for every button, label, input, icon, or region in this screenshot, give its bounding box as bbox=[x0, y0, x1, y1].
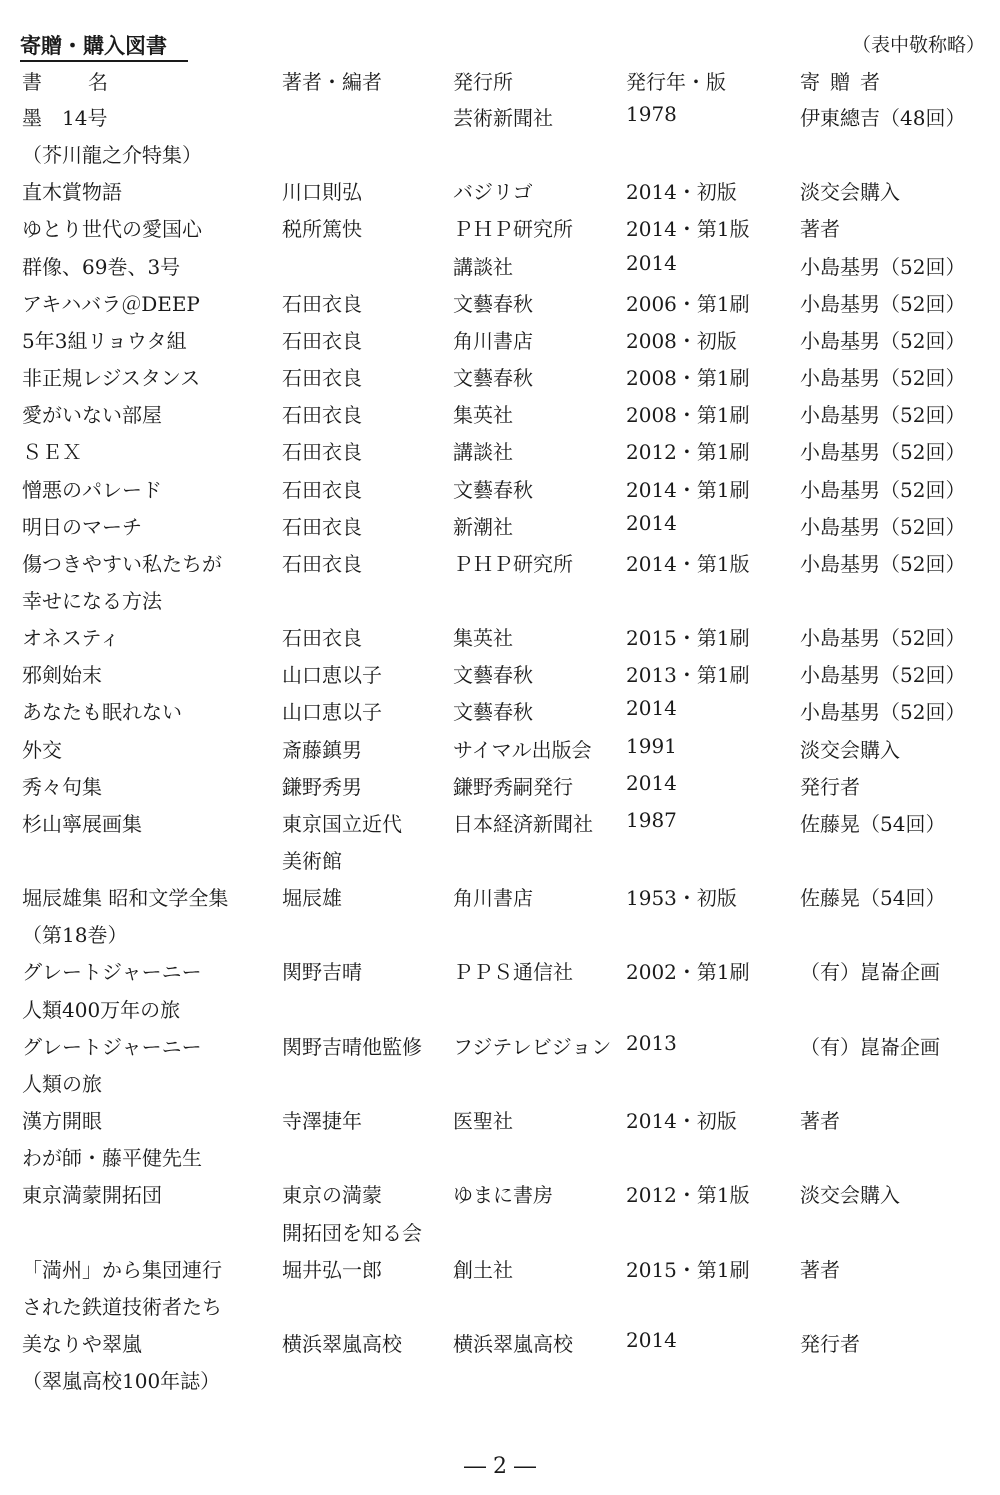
page-number: ― 2 ― bbox=[464, 1454, 536, 1479]
book-donor: （有）崑崙企画 bbox=[800, 960, 940, 985]
book-title: 憎悪のパレード bbox=[22, 477, 162, 502]
book-title: 東京満蒙開拓団 bbox=[22, 1183, 162, 1208]
book-year-edition: 2015・第1刷 bbox=[626, 1257, 750, 1282]
book-donor: 淡交会購入 bbox=[800, 1183, 900, 1208]
header-title: 書名 bbox=[22, 70, 154, 94]
book-title: 幸せになる方法 bbox=[22, 588, 162, 613]
book-publisher: ＰＰＳ通信社 bbox=[453, 960, 573, 985]
book-publisher: サイマル出版会 bbox=[453, 737, 592, 762]
header-publisher: 発行所 bbox=[453, 70, 513, 94]
header-author: 著者・編者 bbox=[282, 70, 382, 94]
book-title: グレートジャーニー bbox=[22, 960, 202, 985]
table-row bbox=[0, 882, 1000, 912]
table-row bbox=[0, 325, 1000, 355]
table-row bbox=[0, 1142, 1000, 1172]
book-donor: 小島基男（52回） bbox=[800, 514, 966, 539]
book-year-edition: 2014 bbox=[626, 770, 677, 795]
book-year-edition: 1991 bbox=[626, 733, 677, 758]
book-donor: 小島基男（52回） bbox=[800, 254, 966, 279]
book-author: 美術館 bbox=[282, 849, 342, 873]
book-donor: 発行者 bbox=[800, 774, 860, 799]
table-row bbox=[0, 1068, 1000, 1098]
book-title: 人類400万年の旅 bbox=[22, 997, 181, 1022]
book-year-edition: 1953・初版 bbox=[626, 886, 737, 911]
book-year-edition: 2012・第1刷 bbox=[626, 440, 750, 465]
book-title: 外交 bbox=[22, 737, 62, 762]
book-author: 石田衣良 bbox=[282, 514, 362, 539]
table-row bbox=[0, 659, 1000, 689]
book-year-edition: 2015・第1刷 bbox=[626, 626, 750, 651]
book-author: 寺澤捷年 bbox=[282, 1109, 362, 1134]
book-author: 石田衣良 bbox=[282, 291, 362, 316]
table-row bbox=[0, 213, 1000, 243]
book-year-edition: 2002・第1刷 bbox=[626, 960, 750, 985]
book-donor: 小島基男（52回） bbox=[800, 366, 966, 391]
book-donor: 小島基男（52回） bbox=[800, 700, 966, 725]
book-year-edition: 2014 bbox=[626, 696, 677, 721]
book-author: 開拓団を知る会 bbox=[282, 1220, 422, 1245]
book-publisher: 集英社 bbox=[453, 403, 513, 428]
book-author: 石田衣良 bbox=[282, 440, 362, 465]
book-donor: 著者 bbox=[800, 1109, 840, 1134]
book-title: 堀辰雄集 昭和文学全集 bbox=[22, 886, 229, 911]
book-title: 直木賞物語 bbox=[22, 180, 122, 205]
table-row bbox=[0, 919, 1000, 949]
book-title: 傷つきやすい私たちが bbox=[22, 551, 222, 576]
book-title: 5年3組リョウタ組 bbox=[22, 328, 187, 353]
book-author: 東京の満蒙 bbox=[282, 1183, 382, 1208]
book-author: 鎌野秀男 bbox=[282, 774, 362, 799]
book-author: 関野吉晴他監修 bbox=[282, 1034, 422, 1059]
book-donor: 小島基男（52回） bbox=[800, 440, 966, 465]
table-row bbox=[0, 696, 1000, 726]
book-title: 墨 14号 bbox=[22, 106, 108, 130]
book-title: わが師・藤平健先生 bbox=[22, 1146, 202, 1171]
book-publisher: 文藝春秋 bbox=[453, 700, 533, 725]
book-year-edition: 2014 bbox=[626, 510, 677, 535]
table-row bbox=[0, 1217, 1000, 1247]
book-donor: （有）崑崙企画 bbox=[800, 1034, 940, 1059]
book-year-edition: 2014・初版 bbox=[626, 1109, 737, 1134]
book-publisher: 角川書店 bbox=[453, 886, 533, 911]
book-year-edition: 2014・第1刷 bbox=[626, 477, 750, 502]
book-title: 漢方開眼 bbox=[22, 1109, 102, 1134]
book-author: 税所篤快 bbox=[282, 217, 362, 242]
book-year-edition: 2006・第1刷 bbox=[626, 291, 750, 316]
book-author: 石田衣良 bbox=[282, 626, 362, 651]
book-title: 「満州」から集団連行 bbox=[22, 1257, 222, 1282]
book-publisher: 新潮社 bbox=[453, 514, 513, 539]
book-title: あなたも眠れない bbox=[22, 700, 182, 725]
table-row bbox=[0, 102, 1000, 132]
table-row bbox=[0, 845, 1000, 875]
book-publisher: 文藝春秋 bbox=[453, 477, 533, 502]
book-publisher: 文藝春秋 bbox=[453, 663, 533, 688]
book-donor: 小島基男（52回） bbox=[800, 626, 966, 651]
table-row bbox=[0, 1105, 1000, 1135]
book-author: 堀井弘一郎 bbox=[282, 1257, 382, 1282]
book-title: （翠嵐高校100年誌） bbox=[22, 1369, 221, 1394]
book-title: （第18巻） bbox=[22, 923, 128, 948]
book-publisher: バジリゴ bbox=[453, 180, 533, 205]
book-year-edition: 2008・第1刷 bbox=[626, 403, 750, 428]
table-row bbox=[0, 399, 1000, 429]
book-year-edition: 2008・第1刷 bbox=[626, 366, 750, 391]
book-publisher: 横浜翠嵐高校 bbox=[453, 1331, 573, 1356]
book-donor: 小島基男（52回） bbox=[800, 551, 966, 576]
book-title: グレートジャーニー bbox=[22, 1034, 202, 1059]
book-author: 石田衣良 bbox=[282, 366, 362, 391]
book-donor: 小島基男（52回） bbox=[800, 291, 966, 316]
book-title: 美なりや翠嵐 bbox=[22, 1331, 142, 1356]
page-title: 寄贈・購入図書 bbox=[20, 34, 167, 58]
book-year-edition: 2014 bbox=[626, 1327, 677, 1352]
book-publisher: 医聖社 bbox=[453, 1109, 513, 1134]
book-donor: 伊東總吉（48回） bbox=[800, 106, 966, 130]
book-author: 石田衣良 bbox=[282, 477, 362, 502]
book-publisher: フジテレビジョン bbox=[453, 1034, 612, 1059]
table-row bbox=[0, 362, 1000, 392]
table-row bbox=[0, 994, 1000, 1024]
table-row bbox=[0, 808, 1000, 838]
table-row bbox=[0, 585, 1000, 615]
table-row bbox=[0, 176, 1000, 206]
book-author: 川口則弘 bbox=[282, 180, 362, 205]
book-year-edition: 1987 bbox=[626, 807, 677, 832]
table-row bbox=[0, 1365, 1000, 1395]
book-publisher: ゆまに書房 bbox=[453, 1183, 553, 1208]
table-row bbox=[0, 511, 1000, 541]
table-row bbox=[0, 1031, 1000, 1061]
book-year-edition: 2014・第1版 bbox=[626, 217, 750, 242]
header-donor: 寄贈者 bbox=[800, 70, 890, 94]
table-row bbox=[0, 771, 1000, 801]
book-title: 明日のマーチ bbox=[22, 514, 142, 539]
book-year-edition: 1978 bbox=[626, 102, 677, 126]
book-title: オネスティ bbox=[22, 626, 120, 651]
book-title: 非正規レジスタンス bbox=[22, 366, 201, 391]
table-row bbox=[0, 956, 1000, 986]
table-row bbox=[0, 436, 1000, 466]
book-title: アキハバラ＠DEEP bbox=[22, 291, 200, 316]
book-year-edition: 2012・第1版 bbox=[626, 1183, 750, 1208]
book-publisher: ＰＨＰ研究所 bbox=[453, 217, 573, 242]
book-title: 邪剣始末 bbox=[22, 663, 102, 688]
table-row bbox=[0, 734, 1000, 764]
column-header-row bbox=[0, 66, 1000, 96]
book-title: 秀々句集 bbox=[22, 774, 102, 799]
book-author: 石田衣良 bbox=[282, 551, 362, 576]
book-year-edition: 2008・初版 bbox=[626, 328, 737, 353]
book-author: 山口恵以子 bbox=[282, 700, 382, 725]
book-title: ゆとり世代の愛国心 bbox=[22, 217, 202, 242]
book-title: 人類の旅 bbox=[22, 1071, 102, 1096]
book-publisher: 日本経済新聞社 bbox=[453, 811, 593, 836]
book-donor: 小島基男（52回） bbox=[800, 328, 966, 353]
book-publisher: 文藝春秋 bbox=[453, 366, 533, 391]
table-row bbox=[0, 474, 1000, 504]
book-title: された鉄道技術者たち bbox=[22, 1294, 222, 1319]
book-year-edition: 2014・第1版 bbox=[626, 551, 750, 576]
table-row bbox=[0, 548, 1000, 578]
table-row bbox=[0, 251, 1000, 281]
book-author: 東京国立近代 bbox=[282, 811, 402, 836]
book-publisher: 鎌野秀嗣発行 bbox=[453, 774, 573, 799]
book-donor: 佐藤晃（54回） bbox=[800, 886, 946, 911]
book-donor: 発行者 bbox=[800, 1331, 860, 1356]
table-row bbox=[0, 1179, 1000, 1209]
title-underline bbox=[20, 60, 188, 62]
table-row bbox=[0, 1254, 1000, 1284]
book-author: 横浜翠嵐高校 bbox=[282, 1331, 402, 1356]
book-donor: 著者 bbox=[800, 1257, 840, 1282]
book-publisher: 文藝春秋 bbox=[453, 291, 533, 316]
book-donor: 小島基男（52回） bbox=[800, 663, 966, 688]
book-title: 群像、69巻、3号 bbox=[22, 254, 181, 279]
honorific-note: （表中敬称略） bbox=[852, 34, 986, 56]
book-author: 斎藤鎮男 bbox=[282, 737, 362, 762]
book-publisher: 講談社 bbox=[453, 254, 513, 279]
book-author: 石田衣良 bbox=[282, 403, 362, 428]
book-donor: 淡交会購入 bbox=[800, 737, 900, 762]
book-title: 杉山寧展画集 bbox=[22, 811, 142, 836]
book-year-edition: 2014 bbox=[626, 250, 677, 275]
book-publisher: 講談社 bbox=[453, 440, 513, 465]
header-year-edition: 発行年・版 bbox=[626, 70, 726, 94]
book-donor: 小島基男（52回） bbox=[800, 477, 966, 502]
book-title: ＳＥＸ bbox=[22, 440, 82, 465]
book-publisher: 集英社 bbox=[453, 626, 513, 651]
book-donor: 著者 bbox=[800, 217, 840, 242]
book-author: 関野吉晴 bbox=[282, 960, 362, 985]
book-donor: 佐藤晃（54回） bbox=[800, 811, 946, 836]
book-publisher: 創土社 bbox=[453, 1257, 513, 1282]
book-publisher: 角川書店 bbox=[453, 328, 533, 353]
book-author: 山口恵以子 bbox=[282, 663, 382, 688]
book-publisher: ＰＨＰ研究所 bbox=[453, 551, 573, 576]
book-year-edition: 2014・初版 bbox=[626, 180, 737, 205]
book-author: 石田衣良 bbox=[282, 328, 362, 353]
book-title: 愛がいない部屋 bbox=[22, 403, 162, 428]
book-title: （芥川龍之介特集） bbox=[22, 143, 202, 168]
table-row bbox=[0, 139, 1000, 169]
book-donor: 淡交会購入 bbox=[800, 180, 900, 205]
book-year-edition: 2013・第1刷 bbox=[626, 663, 750, 688]
book-author: 堀辰雄 bbox=[282, 886, 342, 911]
book-year-edition: 2013 bbox=[626, 1030, 677, 1055]
table-row bbox=[0, 288, 1000, 318]
table-row bbox=[0, 622, 1000, 652]
book-publisher: 芸術新聞社 bbox=[453, 106, 553, 130]
table-row bbox=[0, 1328, 1000, 1358]
book-donor: 小島基男（52回） bbox=[800, 403, 966, 428]
table-row bbox=[0, 1291, 1000, 1321]
